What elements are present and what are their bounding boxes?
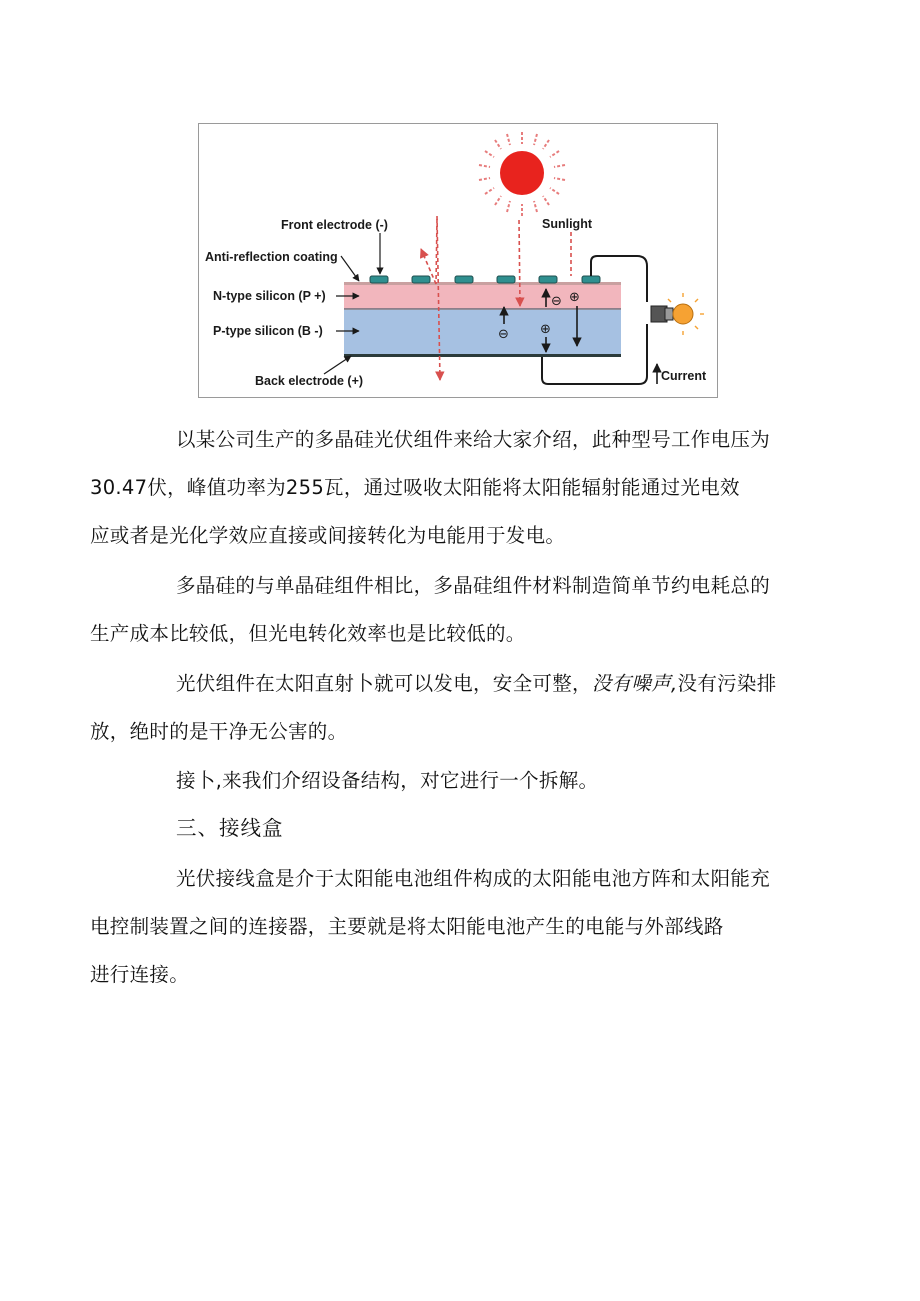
paragraph-line: 生产成本比较低，但光电转化效率也是比较低的。 bbox=[90, 622, 526, 645]
paragraph-line: 以某公司生产的多晶硅光伏组件来给大家介绍，此种型号工作电压为 bbox=[176, 428, 771, 451]
paragraph-line: 光伏接线盒是介于太阳能电池组件构成的太阳能电池方阵和太阳能充 bbox=[176, 867, 771, 890]
label-current: Current bbox=[661, 369, 707, 383]
paragraph-line-part: 光伏组件在太阳直射卜就可以发电，安全可整， bbox=[176, 672, 592, 695]
front-electrodes bbox=[370, 276, 600, 283]
label-n-type: N-type silicon (P +) bbox=[213, 289, 326, 303]
paragraph-line: 多晶硅的与单晶硅组件相比，多晶硅组件材料制造简单节约电耗总的 bbox=[176, 574, 771, 597]
hole-symbol: ⊕ bbox=[540, 321, 551, 336]
paragraph-italic-phrase: 没有噪声, bbox=[591, 672, 678, 695]
paragraph-line-part: 没有污染排 bbox=[677, 672, 777, 695]
hole-symbol: ⊕ bbox=[569, 289, 580, 304]
section-heading: 三、接线盒 bbox=[176, 816, 284, 840]
paragraph-structure-intro bbox=[133, 757, 793, 805]
paragraph-advantages bbox=[90, 660, 793, 756]
label-sunlight: Sunlight bbox=[542, 217, 592, 231]
paragraph-line: 进行连接。 bbox=[90, 963, 190, 986]
paragraph-junction-box bbox=[90, 855, 793, 999]
sun-icon bbox=[500, 151, 544, 195]
label-p-type: P-type silicon (B -) bbox=[213, 324, 323, 338]
paragraph-line: 应或者是光化学效应直接或间接转化为电能用于发电。 bbox=[90, 524, 566, 547]
label-back-electrode: Back electrode (+) bbox=[255, 374, 364, 388]
paragraph-line: 放，绝时的是干净无公害的。 bbox=[90, 720, 348, 743]
paragraph-poly-vs-mono bbox=[90, 562, 793, 658]
paragraph-module-intro bbox=[90, 416, 793, 560]
p-type-layer bbox=[344, 310, 621, 354]
solar-cell-diagram bbox=[198, 123, 718, 398]
paragraph-line: 30.47伏，峰值功率为255瓦，通过吸收太阳能将太阳能辐射能通过光电效 bbox=[90, 476, 740, 499]
label-anti-reflection: Anti-reflection coating bbox=[205, 250, 338, 264]
light-bulb-icon bbox=[651, 293, 704, 335]
label-front-electrode: Front electrode (-) bbox=[281, 218, 388, 232]
solar-cell-svg bbox=[199, 124, 716, 396]
back-electrode-layer bbox=[344, 354, 621, 357]
paragraph-line: 接卜,来我们介绍设备结构，对它进行一个拆解。 bbox=[176, 769, 599, 792]
electron-symbol: ⊖ bbox=[551, 293, 562, 308]
paragraph-line: 电控制装置之间的连接器，主要就是将太阳能电池产生的电能与外部线路 bbox=[90, 915, 724, 938]
electron-symbol: ⊖ bbox=[498, 326, 509, 341]
